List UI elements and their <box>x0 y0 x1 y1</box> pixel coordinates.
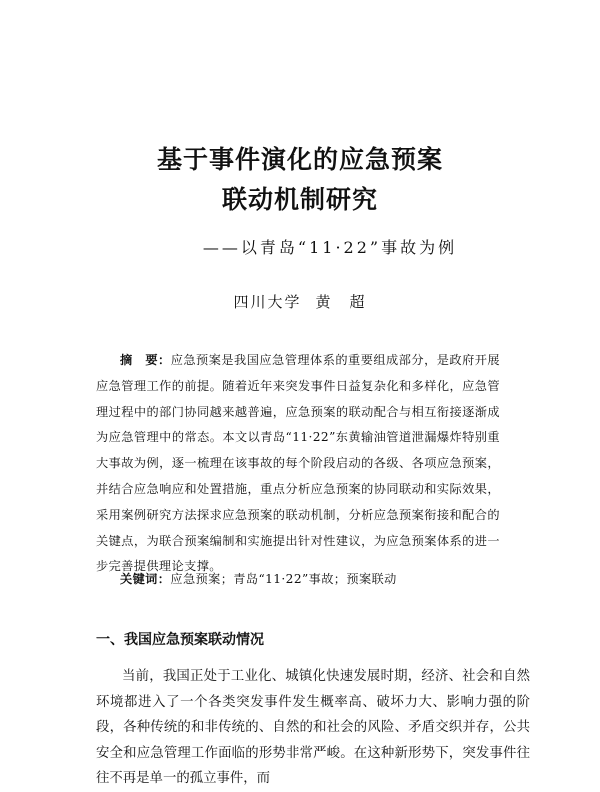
author-line <box>0 291 600 312</box>
paper-title-line-2: 联动机制研究 <box>221 185 378 214</box>
keywords-label: 关键词： <box>120 572 171 586</box>
paper-title-line-1: 基于事件演化的应急预案 <box>156 145 443 174</box>
author-name: 黄 超 <box>315 293 367 311</box>
author-affiliation: 四川大学 <box>233 293 302 311</box>
paper-subtitle: ——以青岛“11·22”事故为例 <box>202 238 458 257</box>
abstract-text: 应急预案是我国应急管理体系的重要组成部分，是政府开展应急管理工作的前提。随着近年来突发事件日益复杂化和多样化，应急管理过程中的部门协同越来越普遍，应急预案的联动配合与相互衔接逐渐成为应急管理中的常态。本文以青岛“11·22”东黄输油管道泄漏爆炸特别重大事故为例，逐一梳理在该事故的每个阶段启动的各级、各项应急预案，并结合应急响应和处置措施，重点分析应急预案的协同联动和实际效果，采用案例研究方法探求应急预案的联动机制，分析应急预案衔接和配合的关键点，为联合预案编制和实施提出针对性建议，为应急预案体系的进一步完善提供理论支撑。 <box>96 353 500 574</box>
section-heading: 一、我国应急预案联动情况 <box>96 632 264 648</box>
abstract-label: 摘 要： <box>120 353 171 367</box>
abstract <box>96 348 500 580</box>
keywords-text: 应急预案；青岛“11·22”事故；预案联动 <box>170 572 397 586</box>
keywords <box>120 570 397 587</box>
body-paragraph: 当前，我国正处于工业化、城镇化快速发展时期，经济、社会和自然环境都进入了一个各类突发事件发生概率高、破坏力大、影响力强的阶段，各种传统的和非传统的、自然的和社会的风险、矛盾交织并存，公共安全和应急管理工作面临的形势非常严峻。在这种新形势下，突发事件往往不再是单一的孤立事件，而 <box>96 669 530 786</box>
